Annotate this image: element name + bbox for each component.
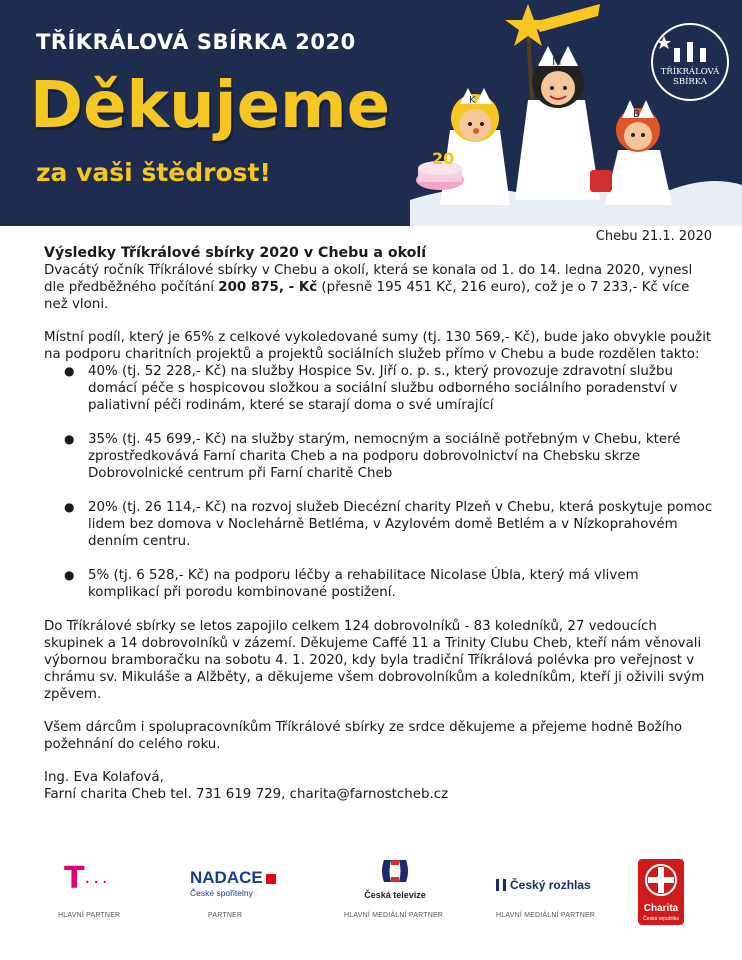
cesky-rozhlas-name: Český rozhlas [510, 878, 591, 892]
local-share-paragraph: Místní podíl, který je 65% z celkové vykoledované sumy (tj. 130 569,- Kč), bude jako obvykle použit na podporu charitních projektů a projektů sociálních služeb přímo v Chebu a bude rozdělen takto: [44, 330, 712, 362]
cake-number: 20 [432, 149, 455, 168]
crown-letter-b: B [633, 109, 640, 120]
partner-caption: PARTNER [208, 912, 243, 919]
list-item [44, 431, 714, 482]
share-text: 35% (tj. 45 699,- Kč) na služby starým, nemocným a sociálně potřebným v Chebu, které zprostředkovává Farní charita Cheb a na podporu dobrovolnictví na Chebsku skrze Dobrovolnické centrum při Farní charitě Cheb [88, 432, 681, 481]
intro-text: Dvacátý ročník Tříkrálové sbírky v Chebu a okolí, která se konala od 1. do 14. ledna 2020, vynesl dle předběžného počítání [44, 263, 693, 295]
cesky-rozhlas-icon [496, 879, 506, 891]
logo-text-1: TŘÍKRÁLOVÁ [660, 67, 720, 77]
partner-caption: HLAVNÍ MEDIÁLNÍ PARTNER [496, 912, 596, 919]
volunteers-paragraph: Do Tříkrálové sbírky se letos zapojilo celkem 124 dobrovolníků - 83 koledníků, 27 vedoucích skupinek a 14 dobrovolníků v zázemí. Děkujeme Caffé 11 a Trinity Clubu Cheb, kteří nám věnovali výbornou bramboračku na sobotu 4. 1. 2020, kdy byla tradiční Tříkrálová polévka pro veřejnost v chrámu sv. Mikuláše a Alžběty, a děkujeme všem dobrovolníkům a koledníkům, kteří ji oživili svým zpěvem. [44, 619, 705, 702]
header-banner [0, 0, 742, 226]
nadace-subtitle: České spořitelny [190, 888, 253, 898]
bullet-icon: ● [64, 432, 75, 446]
bullet-icon: ● [64, 500, 75, 514]
ceska-televize-name: Česká televize [364, 890, 426, 900]
signature-contact: Farní charita Cheb tel. 731 619 729, charita@farnostcheb.cz [44, 787, 449, 802]
document-body [44, 245, 714, 803]
total-amount: 200 875, - Kč [218, 280, 318, 295]
list-item [44, 363, 714, 414]
telekom-logo [64, 861, 124, 896]
ceska-televize-logo [360, 856, 430, 900]
banner-headline: Děkujeme [30, 69, 391, 143]
bullet-icon: ● [64, 568, 75, 582]
bullet-icon: ● [64, 364, 75, 378]
thanks-paragraph: Všem dárcům i spolupracovníkům Tříkrálové sbírky ze srdce děkujeme a přejeme hodně Božího požehnání do celého roku. [44, 720, 683, 752]
telekom-t-icon: T [64, 861, 85, 896]
ceska-televize-icon [380, 856, 410, 886]
charita-name: Charita [643, 903, 679, 914]
share-text: 40% (tj. 52 228,- Kč) na služby Hospice Sv. Jiří o. p. s., který provozuje zdravotní službu domácí péče s hospicovou složkou a sociální službu odborného sociálního poradenství v paliativní péči rodinám, které se starají doma o své umírající [88, 364, 678, 413]
intro-text-after: (přesně 195 451 Kč, 216 euro), což je o 7 233,- Kč více než vloni. [44, 280, 690, 312]
nadace-logo [190, 868, 290, 898]
banner-subtitle: za vaši štědrost! [36, 158, 271, 187]
crown-letter-m: M [552, 55, 562, 68]
document-heading: Výsledky Tříkrálové sbírky 2020 v Chebu a okolí [44, 245, 427, 261]
intro-paragraph [44, 262, 714, 313]
document-date: Chebu 21.1. 2020 [595, 229, 712, 244]
share-list [44, 363, 714, 601]
banner-top-title: TŘÍKRÁLOVÁ SBÍRKA 2020 [36, 30, 356, 54]
nadace-title: NADACE [190, 868, 263, 887]
charita-subtitle: Česká republika [643, 916, 679, 922]
trikralova-sbirka-logo [650, 22, 730, 102]
cesky-rozhlas-logo [496, 874, 606, 893]
partner-logos [0, 850, 742, 960]
logo-text-2: SBÍRKA [673, 77, 707, 87]
share-text: 20% (tj. 26 114,- Kč) na rozvoj služeb Diecézní charity Plzeň v Chebu, která poskytuje pomoc lidem bez domova v Noclehárně Betléma, v Azylovém domě Betlém a v Nízkoprahovém denním centru. [88, 500, 713, 549]
telekom-dots-icon: ··· [84, 872, 111, 893]
charita-cross-icon [638, 859, 684, 901]
share-text: 5% (tj. 6 528,- Kč) na podporu léčby a rehabilitace Nicolase Úbla, který má vlivem komplikací při porodu kombinované postižení. [88, 568, 639, 600]
signature-name: Ing. Eva Kolafová, [44, 770, 164, 785]
partner-caption: HLAVNÍ MEDIÁLNÍ PARTNER [344, 912, 444, 919]
list-item [44, 499, 714, 550]
charita-logo [638, 859, 684, 925]
partner-caption: HLAVNÍ PARTNER [58, 912, 121, 919]
list-item [44, 567, 714, 601]
nadace-mark-icon [266, 874, 276, 884]
crown-letter-k: K [469, 95, 476, 106]
